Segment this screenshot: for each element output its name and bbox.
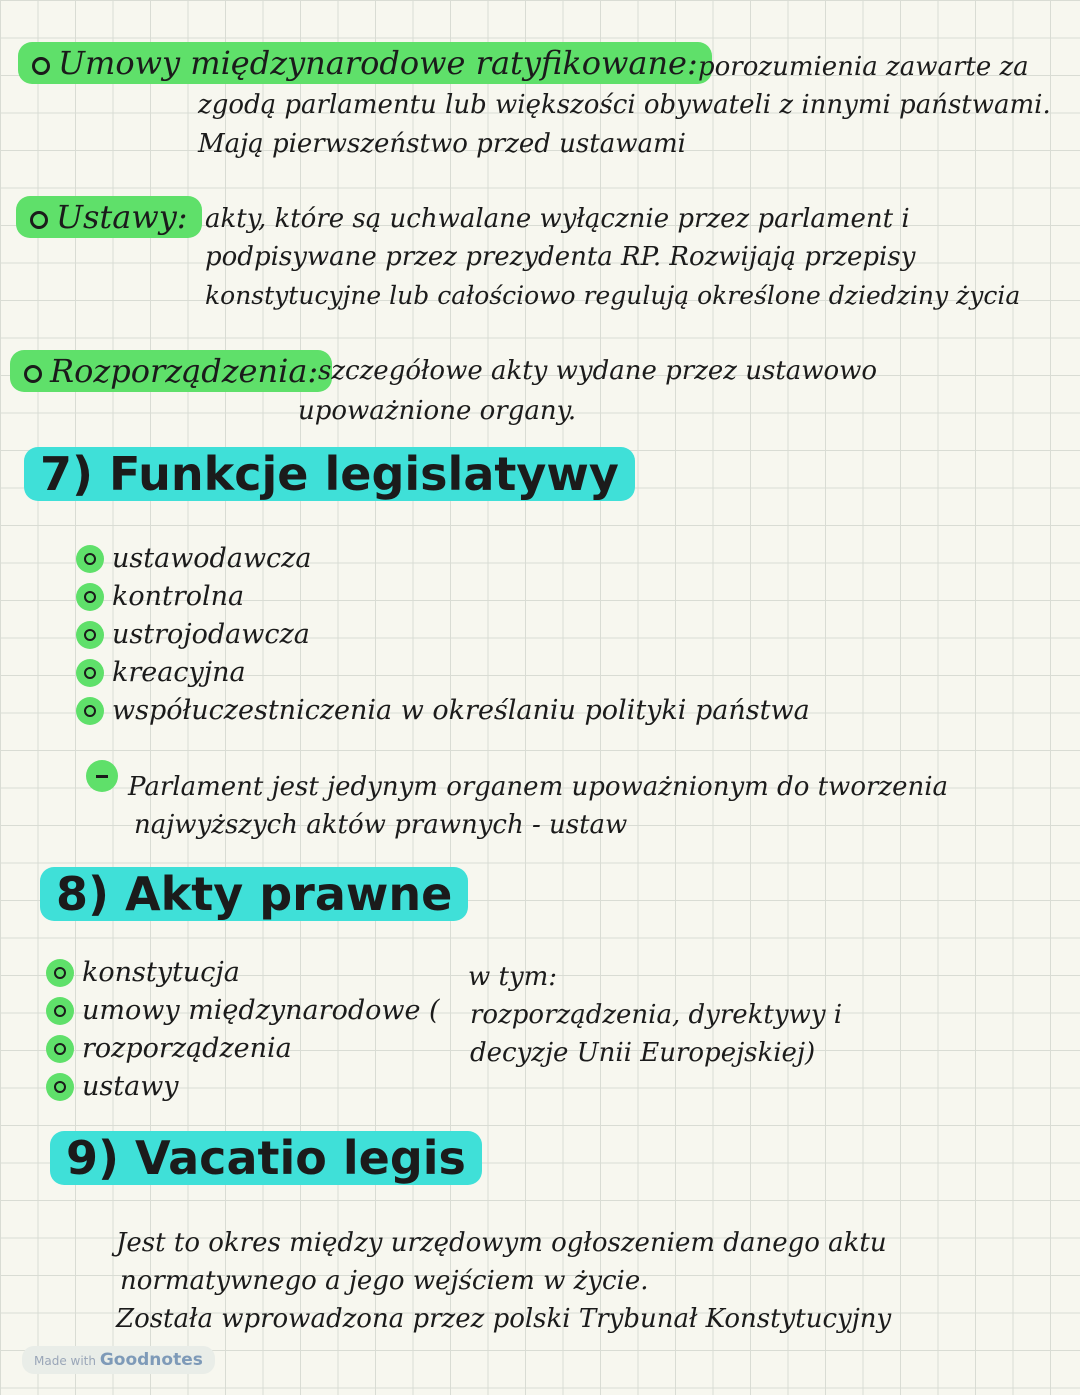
bullet-icon <box>24 365 42 383</box>
s2-line-2: konstytucyjne lub całościowo regulują określone dziedziny życia <box>205 281 1021 310</box>
bullet-icon <box>76 659 104 687</box>
bullet-icon <box>30 211 48 229</box>
term-ustawy-label: Ustawy: <box>56 198 188 236</box>
note-line-1: najwyższych aktów prawnych - ustaw <box>134 810 628 840</box>
bullet-icon <box>76 583 104 611</box>
list-item-label: kontrolna <box>112 581 245 612</box>
bullet-icon <box>76 545 104 573</box>
acts-side-2: decyzje Unii Europejskiej) <box>470 1038 816 1068</box>
term-umowy <box>18 44 712 82</box>
heading-7-label: 7) Funkcje legislatywy <box>24 447 635 501</box>
list-item-label: ustawodawcza <box>112 543 312 574</box>
list-item <box>76 692 810 730</box>
list-item <box>76 654 810 692</box>
list-item <box>76 540 810 578</box>
list-item-label: konstytucja <box>82 957 240 988</box>
bullet-icon <box>46 1073 74 1101</box>
bullet-icon <box>32 57 50 75</box>
term-rozporzadzenia <box>10 352 332 390</box>
watermark-prefix: Made with <box>34 1354 96 1368</box>
bullet-icon <box>46 959 74 987</box>
acts-side-1: rozporządzenia, dyrektywy i <box>470 1000 843 1030</box>
s1-line-1: zgodą parlamentu lub większości obywateli z innymi państwami. <box>198 90 1051 120</box>
vacatio-line-1: normatywnego a jego wejściem w życie. <box>120 1266 649 1296</box>
list-item-label: ustrojodawcza <box>112 619 310 650</box>
heading-akty-prawne <box>40 868 468 920</box>
s1-line-0: porozumienia zawarte za <box>698 52 1029 82</box>
s2-line-1: podpisywane przez prezydenta RP. Rozwijają przepisy <box>205 242 916 272</box>
dash-bullet-icon <box>86 760 118 792</box>
list-item <box>46 954 440 992</box>
s3-line-1: upoważnione organy. <box>298 396 577 426</box>
list-item-label: kreacyjna <box>112 657 246 688</box>
list-item <box>46 1030 440 1068</box>
bullet-icon <box>76 697 104 725</box>
heading-8-label: 8) Akty prawne <box>40 867 468 921</box>
list-item-label: ustawy <box>82 1071 179 1102</box>
list-item <box>76 578 810 616</box>
heading-vacatio-legis <box>50 1132 482 1184</box>
acts-side-0: w tym: <box>468 962 558 992</box>
term-rozporzadzenia-label: Rozporządzenia: <box>50 352 319 390</box>
vacatio-line-2: Została wprowadzona przez polski Trybunał Konstytucyjny <box>116 1304 892 1334</box>
list-item <box>46 1068 440 1106</box>
functions-list <box>76 540 810 730</box>
heading-funkcje-legislatywy <box>24 448 635 500</box>
goodnotes-watermark <box>22 1346 215 1374</box>
list-item <box>76 616 810 654</box>
bullet-icon <box>76 621 104 649</box>
s2-line-0: akty, które są uchwalane wyłącznie przez parlament i <box>205 204 910 234</box>
vacatio-line-0: Jest to okres między urzędowym ogłoszeniem danego aktu <box>116 1228 887 1258</box>
watermark-brand: Goodnotes <box>99 1350 203 1370</box>
list-item-label: współuczestniczenia w określaniu polityki państwa <box>112 695 810 726</box>
heading-9-label: 9) Vacatio legis <box>50 1131 482 1185</box>
bullet-icon <box>46 1035 74 1063</box>
acts-list <box>46 954 440 1106</box>
s3-line-0: szczegółowe akty wydane przez ustawowo <box>318 356 878 386</box>
list-item <box>46 992 440 1030</box>
term-ustawy <box>16 198 202 236</box>
note-line-0: Parlament jest jedynym organem upoważnionym do tworzenia <box>128 772 949 802</box>
list-item-label: rozporządzenia <box>82 1033 292 1064</box>
term-umowy-label: Umowy międzynarodowe ratyfikowane: <box>58 44 698 82</box>
list-item-label: umowy międzynarodowe ( <box>82 995 440 1026</box>
s1-line-2: Mają pierwszeństwo przed ustawami <box>198 129 686 159</box>
bullet-icon <box>46 997 74 1025</box>
